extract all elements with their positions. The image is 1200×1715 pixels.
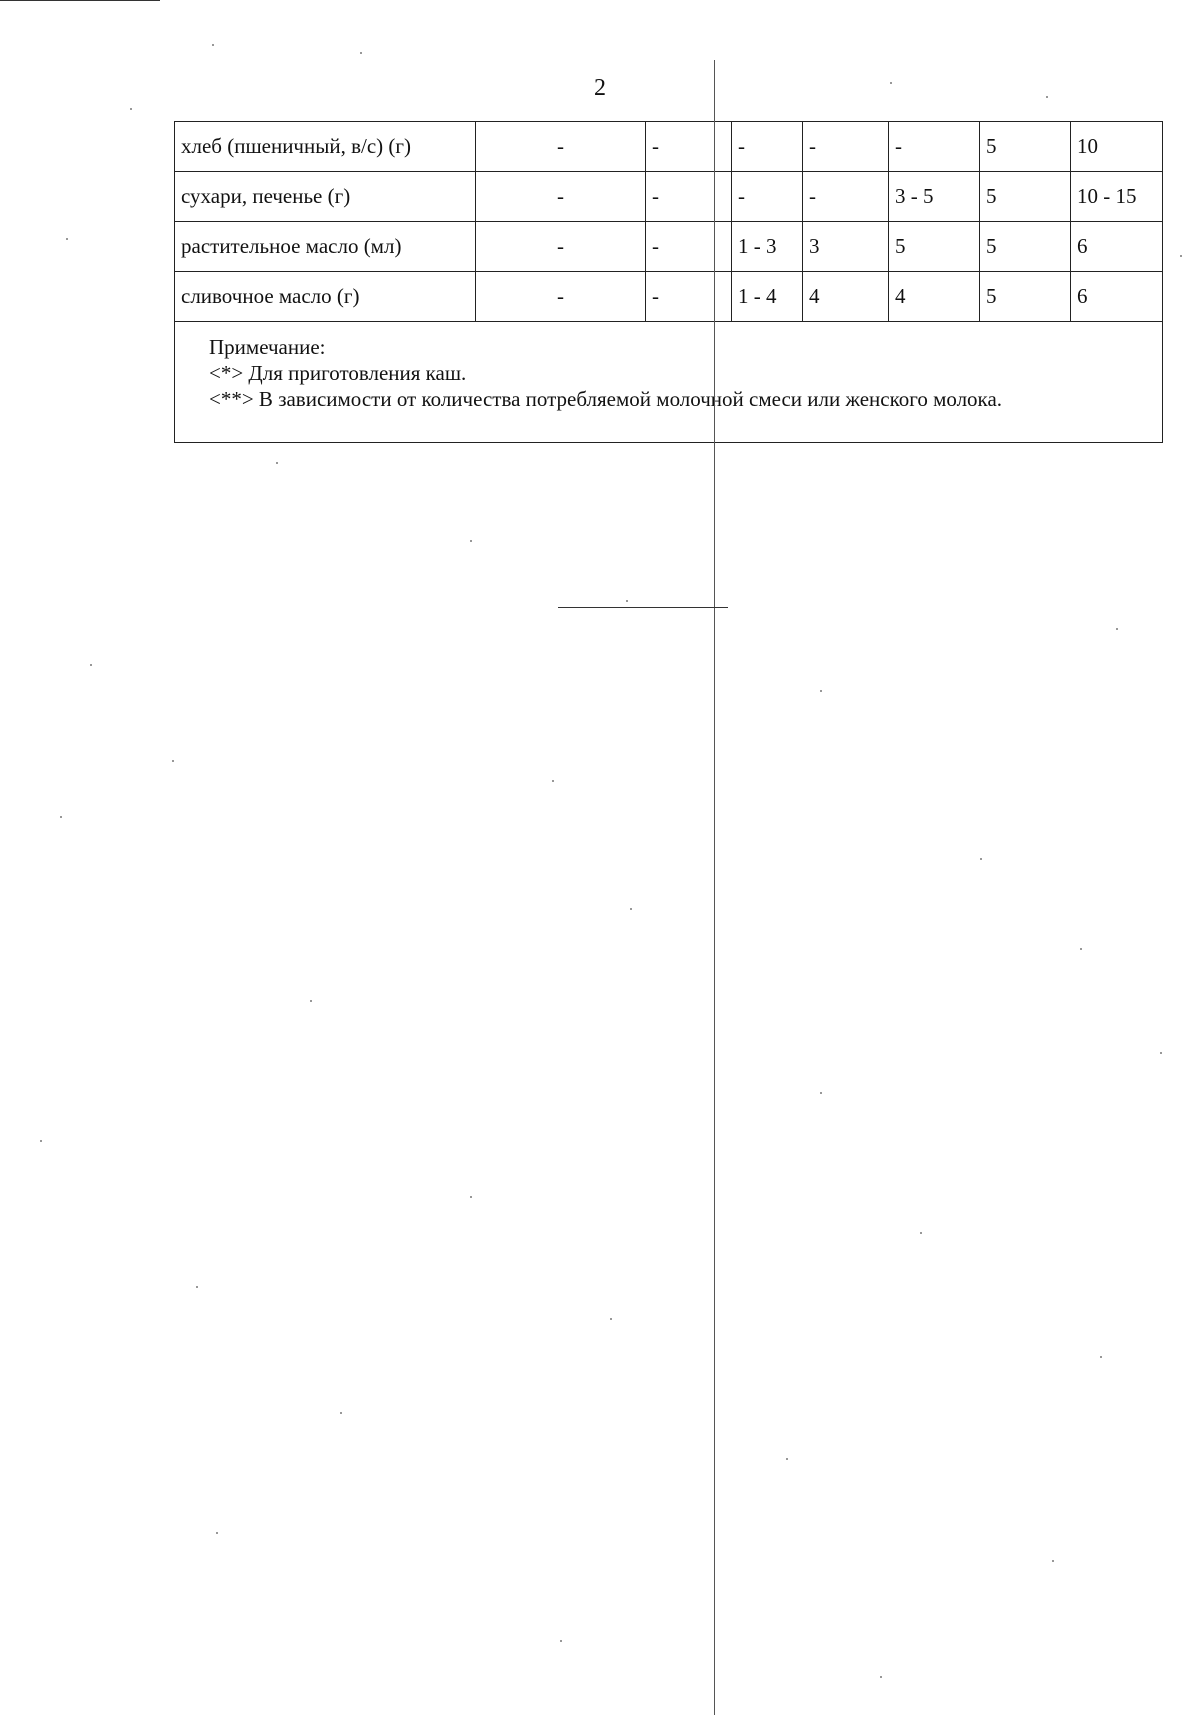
scan-speck	[172, 760, 174, 762]
scan-speck	[1052, 1560, 1054, 1562]
scan-fold-line	[714, 60, 715, 1715]
scan-speck	[1160, 1052, 1162, 1054]
scan-speck	[626, 600, 628, 602]
scan-speck	[610, 1318, 612, 1320]
table-cell: 5	[889, 222, 980, 272]
table-cell: 10	[1071, 122, 1163, 172]
table-cell: -	[646, 122, 732, 172]
scan-speck	[560, 1640, 562, 1642]
scan-speck	[216, 1532, 218, 1534]
scan-speck	[1180, 255, 1182, 257]
scan-speck	[470, 1196, 472, 1198]
scan-speck	[310, 1000, 312, 1002]
scan-speck	[60, 816, 62, 818]
scan-speck	[880, 1676, 882, 1678]
end-rule	[558, 607, 728, 608]
scan-speck	[130, 108, 132, 110]
scan-speck	[920, 1232, 922, 1234]
table-cell: 1 - 4	[732, 272, 803, 322]
scan-speck	[212, 44, 214, 46]
scan-speck	[820, 690, 822, 692]
table-cell: 6	[1071, 222, 1163, 272]
scan-speck	[820, 1092, 822, 1094]
table-cell: -	[646, 222, 732, 272]
table-row	[175, 122, 1163, 172]
table-cell: -	[646, 272, 732, 322]
scan-speck	[470, 540, 472, 542]
table-cell: -	[732, 172, 803, 222]
note-title: Примечание:	[209, 335, 326, 359]
note-footnote-1: <*> Для приготовления каш.	[209, 361, 467, 385]
table-cell: 5	[980, 122, 1071, 172]
scan-speck	[40, 1140, 42, 1142]
table-cell: -	[803, 172, 889, 222]
table-note	[175, 322, 1163, 443]
table-cell: 1 - 3	[732, 222, 803, 272]
table-cell: 5	[980, 172, 1071, 222]
scan-speck	[1100, 1356, 1102, 1358]
table-cell: 6	[1071, 272, 1163, 322]
scan-speck	[630, 908, 632, 910]
scan-speck	[66, 238, 68, 240]
table-cell: -	[732, 122, 803, 172]
page-number: 2	[594, 75, 606, 101]
scan-speck	[980, 858, 982, 860]
table-cell: -	[476, 272, 646, 322]
table-cell: -	[476, 172, 646, 222]
table-cell: 5	[980, 222, 1071, 272]
scan-speck	[1116, 628, 1118, 630]
table-cell: -	[889, 122, 980, 172]
table-row	[175, 172, 1163, 222]
row-label: сухари, печенье (г)	[175, 172, 476, 222]
table-cell: 4	[803, 272, 889, 322]
scan-speck	[786, 1458, 788, 1460]
table-cell: 10 - 15	[1071, 172, 1163, 222]
table-cell: 3	[803, 222, 889, 272]
top-edge-rule	[0, 0, 160, 1]
table-cell: 4	[889, 272, 980, 322]
table-cell: -	[646, 172, 732, 222]
table-cell: -	[476, 122, 646, 172]
note-footnote-2: <**> В зависимости от количества потребляемой молочной смеси или женского молока.	[209, 387, 1003, 411]
table-cell: 3 - 5	[889, 172, 980, 222]
scan-speck	[1080, 948, 1082, 950]
table-cell: 5	[980, 272, 1071, 322]
scan-speck	[360, 52, 362, 54]
scan-speck	[276, 462, 278, 464]
note-row	[175, 322, 1163, 443]
scan-speck	[90, 664, 92, 666]
table-row	[175, 272, 1163, 322]
scan-speck	[552, 780, 554, 782]
row-label: хлеб (пшеничный, в/с) (г)	[175, 122, 476, 172]
scan-speck	[1046, 96, 1048, 98]
table-cell: -	[803, 122, 889, 172]
row-label: растительное масло (мл)	[175, 222, 476, 272]
row-label: сливочное масло (г)	[175, 272, 476, 322]
nutrition-norms-table	[174, 121, 1163, 443]
scan-speck	[196, 1286, 198, 1288]
table-cell: -	[476, 222, 646, 272]
table-row	[175, 222, 1163, 272]
scan-speck	[340, 1412, 342, 1414]
scan-speck	[890, 82, 892, 84]
